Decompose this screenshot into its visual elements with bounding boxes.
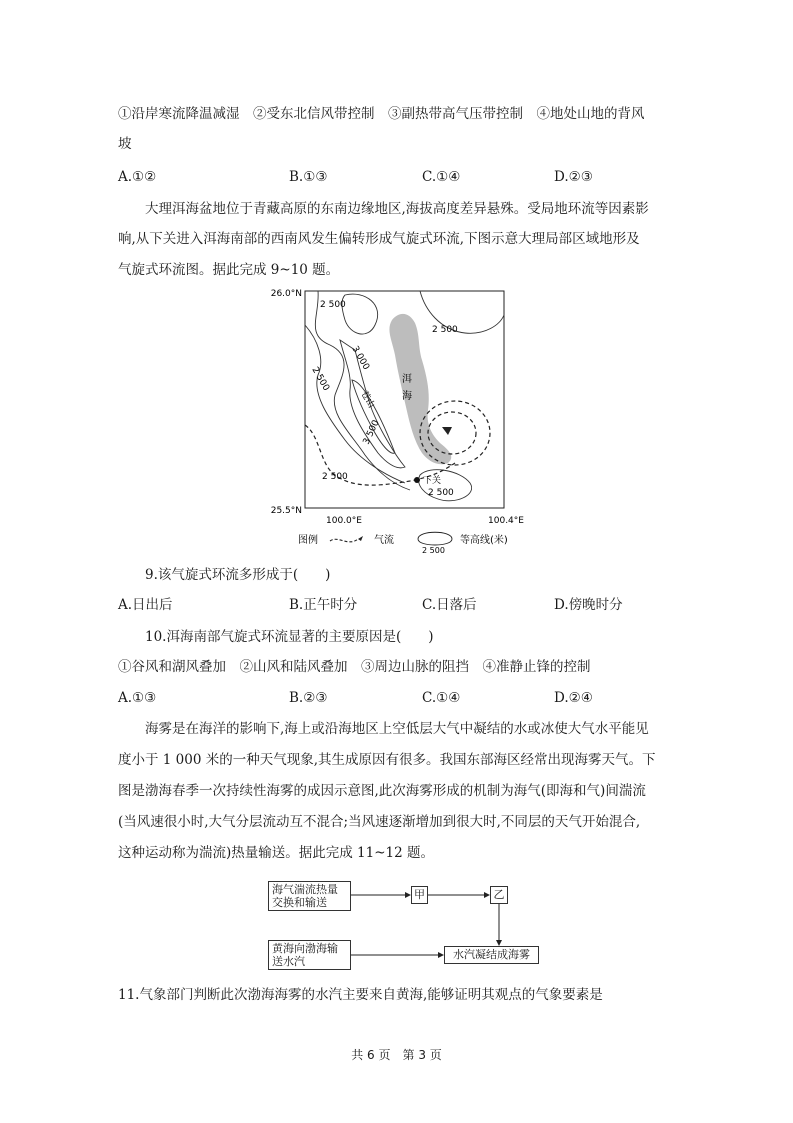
legend-contour-value: 2 500 [422,546,445,555]
lat-top-label: 26.0°N [270,289,302,299]
intro-11-12-line2: 度小于 1 000 米的一种天气现象,其生成原因有很多。我国东部海区经常出现海雾天气。下 [118,752,656,768]
q8-option-b[interactable]: B.①③ [289,169,328,185]
dali-terrain-map [0,285,793,555]
mountain-label: 苍山 [358,389,377,411]
q8-option-c[interactable]: C.①④ [422,169,461,185]
lon-left-label: 100.0°E [326,516,362,526]
q8-choices-line1: ①沿岸寒流降温减湿 ②受东北信风带控制 ③副热带高气压带控制 ④地处山地的背风 [118,106,645,122]
contour-label-5: 3 500 [361,418,382,447]
contour-label-7: 2 500 [428,488,454,498]
q8-option-d[interactable]: D.②③ [554,169,593,185]
contour-label-3: 2 500 [309,365,331,393]
q9-option-b[interactable]: B.正午时分 [289,597,358,613]
q9-option-a[interactable]: A.日出后 [118,597,173,613]
flow-box-fog-result: 水汽凝结成海雾 [444,946,539,964]
lake-label-1: 洱 [402,374,412,385]
q10-choices: ①谷风和湖风叠加 ②山风和陆风叠加 ③周边山脉的阻挡 ④准静止锋的控制 [118,659,591,675]
intro-9-10-line3: 气旋式环流图。据此完成 9~10 题。 [118,262,340,278]
lon-right-label: 100.4°E [488,516,524,526]
airflow-arrow [442,427,452,435]
q9-stem: 9.该气旋式环流多形成于( ) [118,567,331,583]
legend-contour-label: 等高线(米) [460,535,508,546]
flow-box-water-vapor: 黄海向渤海输送水汽 [268,940,351,970]
contour-label-6: 2 500 [322,472,348,482]
legend-arrow-icon [358,536,363,541]
q8-choices-line2: 坡 [118,136,132,152]
contour-label-2: 2 500 [432,325,458,335]
q10-option-a[interactable]: A.①③ [118,690,157,706]
legend-airflow-label: 气流 [374,535,394,546]
contour-label-4: 3 000 [349,344,371,372]
q9-option-d[interactable]: D.傍晚时分 [554,597,623,613]
xiaguan-label: 下关 [423,476,442,486]
intro-9-10-line1: 大理洱海盆地位于青藏高原的东南边缘地区,海拔高度差异悬殊。受局地环流等因素影 [118,201,649,217]
page-footer: 共 6 页 第 3 页 [351,1048,442,1062]
q11-stem: 11.气象部门判断此次渤海海雾的水汽主要来自黄海,能够证明其观点的气象要素是 [118,987,603,1003]
lat-bottom-label: 25.5°N [270,506,302,516]
intro-11-12-line1: 海雾是在海洋的影响下,海上或沿海地区上空低层大气中凝结的水或冰使大气水平能见 [118,721,649,737]
q10-option-c[interactable]: C.①④ [422,690,461,706]
flow-box-jia: 甲 [411,886,428,904]
flow-box-yi: 乙 [490,886,508,904]
intro-11-12-line3: 图是渤海春季一次持续性海雾的成因示意图,此次海雾形成的机制为海气(即海和气)间湍流 [118,783,646,799]
q9-option-c[interactable]: C.日落后 [422,597,477,613]
legend-airflow-icon [330,539,358,542]
q10-option-b[interactable]: B.②③ [289,690,328,706]
intro-11-12-line4: (当风速很小时,大气分层流动互不混合;当风速逐渐增加到很大时,不同层的天气开始混合, [118,814,641,830]
lake-label-2: 海 [402,391,412,402]
q8-option-a[interactable]: A.①② [118,169,157,185]
erhai-lake [389,314,451,464]
flow-box-heat-exchange: 海气湍流热量交换和输送 [268,881,351,911]
contour-west-blob [342,294,378,334]
intro-9-10-line2: 响,从下关进入洱海南部的西南风发生偏转形成气旋式环流,下图示意大理局部区域地形及 [118,231,640,247]
contour-label-1: 2 500 [320,300,346,310]
q10-option-d[interactable]: D.②④ [554,690,593,706]
xiaguan-point [414,477,420,483]
legend-contour-icon [418,532,452,545]
legend-title: 图例 [298,535,318,546]
q10-stem: 10.洱海南部气旋式环流显著的主要原因是( ) [118,629,434,645]
flow-arrows [0,875,793,975]
intro-11-12-line5: 这种运动称为湍流)热量输送。据此完成 11~12 题。 [118,845,435,861]
